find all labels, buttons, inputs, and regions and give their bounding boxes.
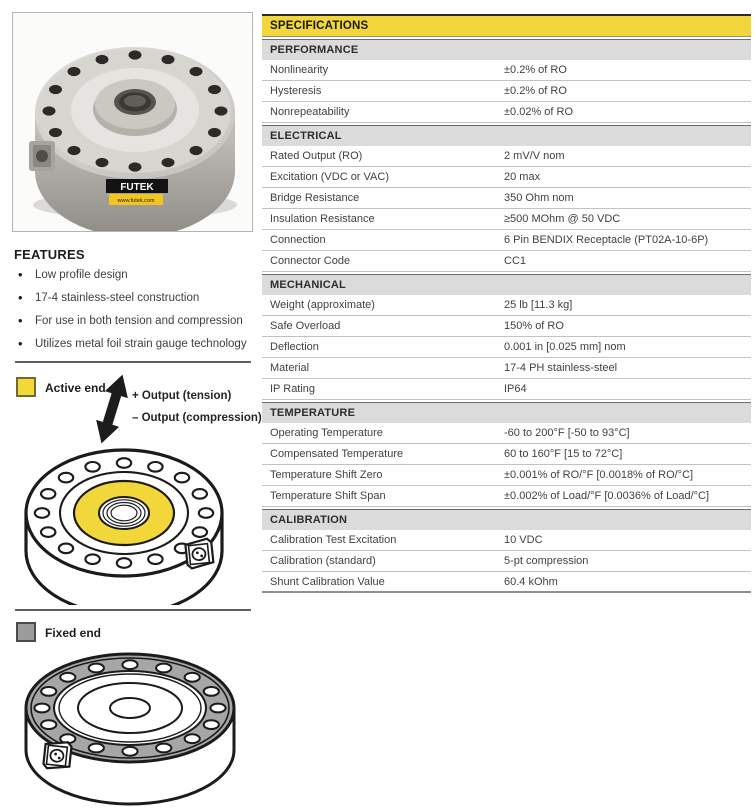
spec-label: Rated Output (RO) <box>270 150 363 162</box>
load-cell-photo-illustration <box>13 13 252 231</box>
spec-section-header: MECHANICAL <box>262 274 751 295</box>
spec-row <box>262 251 751 272</box>
load-cell-fixed-diagram <box>12 648 248 806</box>
spec-label: Deflection <box>270 341 319 353</box>
spec-label: Hysteresis <box>270 85 322 97</box>
spec-row <box>262 188 751 209</box>
spec-label: Connection <box>270 234 326 246</box>
spec-row <box>262 102 751 123</box>
spec-label: Operating Temperature <box>270 427 383 439</box>
spec-row <box>262 146 751 167</box>
spec-row <box>262 551 751 572</box>
spec-row <box>262 572 751 593</box>
spec-value: 60.4 kOhm <box>504 575 558 588</box>
spec-section-header: PERFORMANCE <box>262 39 751 60</box>
spec-value: 350 Ohm nom <box>504 192 574 204</box>
spec-value: 20 max <box>504 171 541 183</box>
feature-item: • 17-4 stainless-steel construction <box>18 292 253 305</box>
spec-label: Excitation (VDC or VAC) <box>270 171 389 183</box>
features-list <box>18 269 253 361</box>
spec-section-header: TEMPERATURE <box>262 402 751 423</box>
spec-label: Connector Code <box>270 255 351 267</box>
spec-row <box>262 444 751 465</box>
spec-row <box>262 358 751 379</box>
feature-item: • For use in both tension and compression <box>18 315 253 328</box>
product-photo <box>12 12 253 232</box>
spec-value: ±0.001% of RO/°F [0.0018% of RO/°C] <box>504 469 694 481</box>
spec-row <box>262 81 751 102</box>
spec-value: 10 VDC <box>504 534 543 546</box>
spec-row <box>262 423 751 444</box>
spec-value: -60 to 200°F [-50 to 93°C] <box>504 427 630 439</box>
load-cell-active-diagram <box>13 437 237 605</box>
active-end-swatch <box>16 377 36 397</box>
active-end-label: Active end <box>45 381 106 395</box>
spec-label: Calibration Test Excitation <box>270 534 397 546</box>
spec-section-header: ELECTRICAL <box>262 125 751 146</box>
spec-row <box>262 60 751 81</box>
output-tension-label: + Output (tension) <box>132 390 232 402</box>
section-divider <box>15 609 251 611</box>
spec-value: 2 mV/V nom <box>504 150 565 162</box>
output-compression-label: – Output (compression) <box>132 412 262 424</box>
fixed-end-swatch <box>16 622 36 642</box>
spec-label: Compensated Temperature <box>270 448 404 460</box>
spec-section-header: CALIBRATION <box>262 509 751 530</box>
spec-row <box>262 379 751 400</box>
spec-row <box>262 316 751 337</box>
spec-value: ±0.002% of Load/°F [0.0036% of Load/°C] <box>504 490 710 502</box>
spec-value: CC1 <box>504 255 527 267</box>
spec-label: Weight (approximate) <box>270 299 375 311</box>
brand-url-label: www.futek.com <box>117 198 155 204</box>
spec-label: Nonrepeatability <box>270 106 350 118</box>
spec-label: IP Rating <box>270 383 316 395</box>
spec-label: Safe Overload <box>270 320 341 332</box>
section-divider <box>15 361 251 363</box>
feature-item: • Utilizes metal foil strain gauge technology <box>18 338 253 351</box>
spec-label: Shunt Calibration Value <box>270 575 385 588</box>
spec-row <box>262 465 751 486</box>
spec-value: ±0.2% of RO <box>504 85 567 97</box>
spec-label: Calibration (standard) <box>270 555 376 567</box>
spec-label: Nonlinearity <box>270 64 329 76</box>
spec-row <box>262 337 751 358</box>
brand-label: FUTEK <box>120 182 154 193</box>
spec-value: 0.001 in [0.025 mm] nom <box>504 341 626 353</box>
spec-label: Temperature Shift Span <box>270 490 386 502</box>
specifications-header: SPECIFICATIONS <box>262 14 751 37</box>
feature-item: • Low profile design <box>18 269 253 282</box>
spec-row <box>262 230 751 251</box>
spec-value: 60 to 160°F [15 to 72°C] <box>504 448 623 460</box>
spec-sections <box>262 39 751 593</box>
spec-value: ≥500 MOhm @ 50 VDC <box>504 213 621 225</box>
features-title: FEATURES <box>14 247 85 262</box>
spec-row <box>262 486 751 507</box>
fixed-end-label: Fixed end <box>45 626 102 640</box>
double-arrow-icon <box>84 372 140 446</box>
spec-row <box>262 167 751 188</box>
spec-value: ±0.2% of RO <box>504 64 567 76</box>
spec-label: Insulation Resistance <box>270 213 375 225</box>
spec-value: 150% of RO <box>504 320 564 332</box>
spec-value: 25 lb [11.3 kg] <box>504 299 573 311</box>
spec-row <box>262 295 751 316</box>
spec-value: ±0.02% of RO <box>504 106 574 118</box>
spec-value: 6 Pin BENDIX Receptacle (PT02A-10-6P) <box>504 234 709 246</box>
spec-label: Material <box>270 362 310 374</box>
spec-row <box>262 530 751 551</box>
spec-row <box>262 209 751 230</box>
specifications-table <box>262 14 751 593</box>
spec-value: 17-4 PH stainless-steel <box>504 362 618 374</box>
spec-label: Bridge Resistance <box>270 192 360 204</box>
spec-value: 5-pt compression <box>504 555 589 567</box>
spec-label: Temperature Shift Zero <box>270 469 383 481</box>
spec-value: IP64 <box>504 383 527 395</box>
